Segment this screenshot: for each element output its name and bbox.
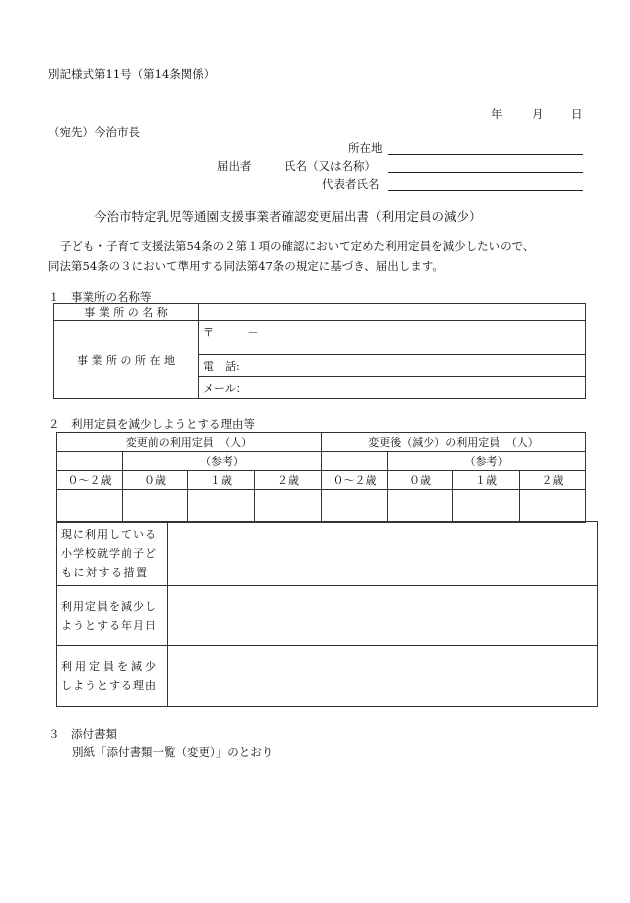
- date-month-label: 月: [532, 107, 544, 121]
- facility-table: [53, 303, 586, 399]
- facility-name-label: 事 業 所 の 名 称: [54, 304, 199, 321]
- facility-name-field[interactable]: [199, 304, 586, 321]
- address-line: [388, 154, 583, 155]
- after-reference-label: （参考）: [388, 452, 586, 471]
- after-age-2-header: ２歳: [520, 471, 586, 490]
- measures-field[interactable]: [168, 522, 598, 586]
- email-field[interactable]: [199, 377, 586, 399]
- name-label: 氏名（又は名称）: [284, 159, 376, 173]
- document-title: 今治市特定乳児等通園支援事業者確認変更届出書（利用定員の減少）: [94, 209, 482, 224]
- phone-label: 電 話:: [203, 359, 240, 373]
- postal-code-field[interactable]: [199, 321, 586, 355]
- section1-heading: １ 事業所の名称等: [48, 290, 152, 304]
- email-label: メール：: [203, 381, 247, 395]
- before-capacity-header: 変更前の利用定員 （人）: [57, 433, 322, 452]
- postal-dash: －: [247, 326, 259, 339]
- reduction-reason-label: 利用定員を減少 しようとする理由: [57, 646, 168, 707]
- after-age-0-2-input[interactable]: [322, 490, 388, 523]
- body-text-line-2: 同法第54条の３において準用する同法第47条の規定に基づき、届出します。: [48, 259, 444, 273]
- after-age-1-input[interactable]: [453, 490, 520, 523]
- reduction-reason-field[interactable]: [168, 646, 598, 707]
- before-spacer-cell: [57, 452, 123, 471]
- name-line: [388, 172, 583, 173]
- notifier-label: 届出者: [217, 159, 252, 173]
- after-capacity-header: 変更後（減少）の利用定員 （人）: [322, 433, 586, 452]
- representative-line: [388, 190, 583, 191]
- form-number: 別記様式第11号（第14条関係）: [48, 67, 216, 81]
- before-age-0-input[interactable]: [123, 490, 188, 523]
- after-age-2-input[interactable]: [520, 490, 586, 523]
- before-age-0-2-header: ０～２歳: [57, 471, 123, 490]
- attachments-text: 別紙「添付書類一覧（変更）」のとおり: [72, 745, 274, 759]
- before-age-0-header: ０歳: [123, 471, 188, 490]
- before-age-1-input[interactable]: [188, 490, 255, 523]
- before-reference-label: （参考）: [123, 452, 322, 471]
- addressee: （宛先）今治市長: [48, 125, 140, 139]
- section2-heading: ２ 利用定員を減少しようとする理由等: [48, 417, 255, 431]
- reason-table: [56, 521, 598, 707]
- facility-location-label: 事 業 所 の 所 在 地: [54, 321, 199, 399]
- after-spacer-cell: [322, 452, 388, 471]
- after-age-0-header: ０歳: [388, 471, 453, 490]
- after-age-0-input[interactable]: [388, 490, 453, 523]
- address-label: 所在地: [348, 141, 383, 155]
- before-age-2-header: ２歳: [255, 471, 322, 490]
- representative-label: 代表者氏名: [322, 177, 380, 191]
- measures-label: 現に利用している 小学校就学前子ど もに対する措置: [57, 522, 168, 586]
- phone-field[interactable]: [199, 355, 586, 377]
- after-age-0-2-header: ０～２歳: [322, 471, 388, 490]
- capacity-table: [56, 432, 586, 523]
- after-age-1-header: １歳: [453, 471, 520, 490]
- before-age-1-header: １歳: [188, 471, 255, 490]
- body-text-line-1: 子ども・子育て支援法第54条の２第１項の確認において定めた利用定員を減少したいので、: [60, 239, 535, 253]
- before-age-2-input[interactable]: [255, 490, 322, 523]
- postal-mark: 〒: [203, 326, 214, 339]
- section3-heading: ３ 添付書類: [48, 727, 117, 741]
- reduction-date-field[interactable]: [168, 586, 598, 646]
- date-day-label: 日: [571, 107, 583, 121]
- reduction-date-label: 利用定員を減少し ようとする年月日: [57, 586, 168, 646]
- before-age-0-2-input[interactable]: [57, 490, 123, 523]
- date-year-label: 年: [491, 107, 503, 121]
